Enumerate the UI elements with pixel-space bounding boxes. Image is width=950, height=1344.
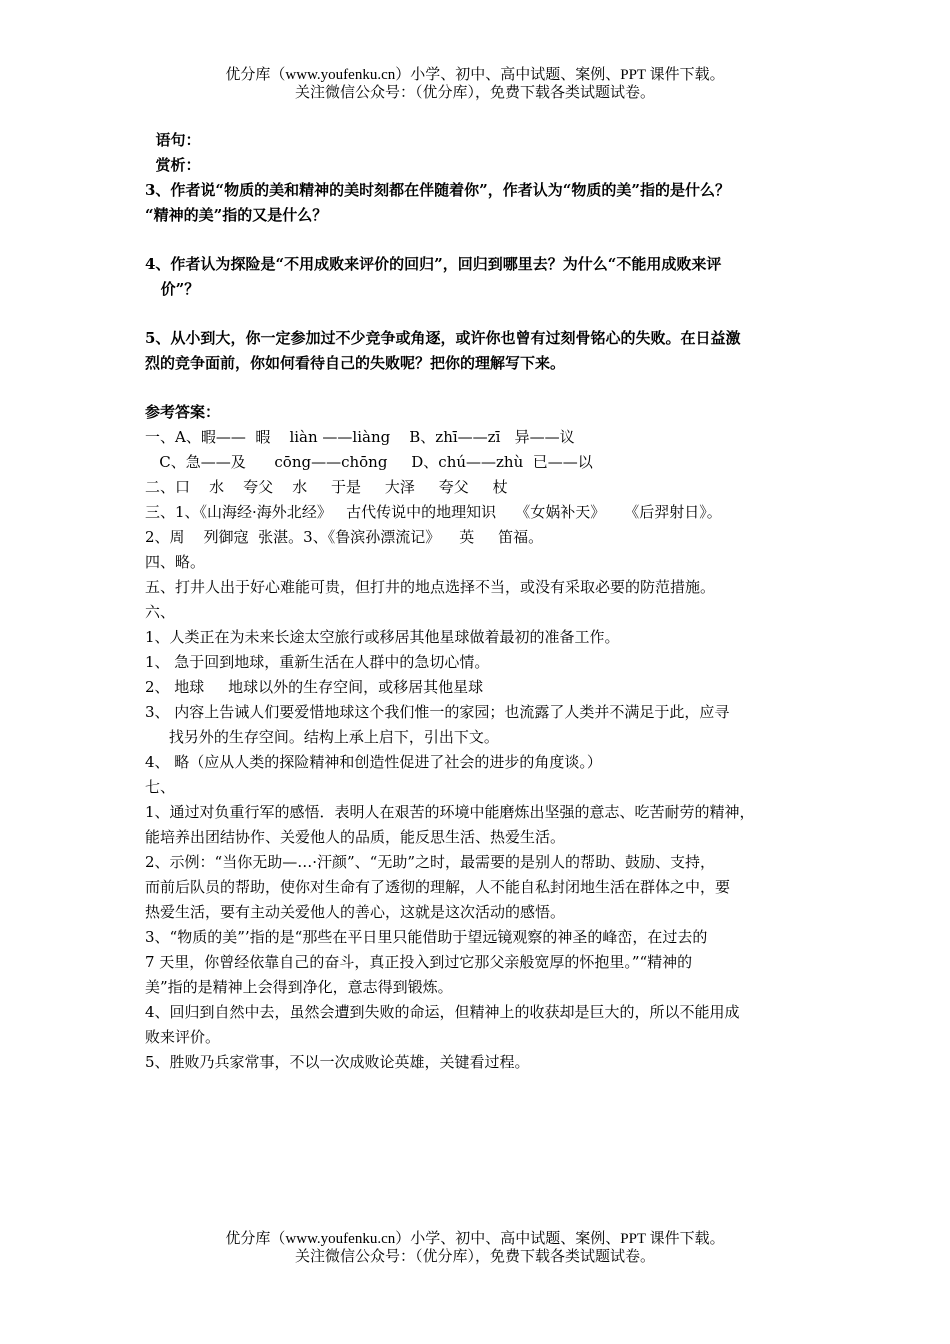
question-3-line-1: 3、作者说“物质的美和精神的美时刻都在伴随着你”，作者认为“物质的美”指的是什么？ [145, 181, 730, 199]
answer-line: 四、略。 [145, 553, 206, 571]
answer-line: 而前后队员的帮助，使你对生命有了透彻的理解，人不能自私封闭地生活在群体之中，要 [145, 878, 731, 896]
answer-line: 六、 [145, 603, 176, 621]
answer-line: 败来评价。 [145, 1028, 221, 1046]
answer-line: 能培养出团结协作、关爱他人的品质，能反思生活、热爱生活。 [145, 828, 566, 846]
answer-line: 1、人类正在为未来长途太空旅行或移居其他星球做着最初的准备工作。 [145, 628, 620, 646]
answer-line: 三、1、《山海经·海外北经》 古代传说中的地理知识 《女娲补天》 《后羿射日》。 [145, 503, 722, 521]
answer-line: 找另外的生存空间。结构上承上启下，引出下文。 [145, 728, 499, 746]
answer-line: 1、通过对负重行军的感悟．表明人在艰苦的环境中能磨炼出坚强的意志、吃苦耐劳的精神， [145, 803, 755, 821]
page-header [0, 66, 950, 102]
question-line: 语句： [145, 131, 201, 149]
footer-line-1: 优分库（www.youfenku.cn）小学、初中、高中试题、案例、PPT 课件下载。 [225, 1231, 725, 1247]
answer-line: C、急——及 cōng——chōng D、chú——zhù 已——以 [145, 453, 593, 471]
question-5-line-2: 烈的竞争面前，你如何看待自己的失败呢？把你的理解写下来。 [145, 354, 566, 372]
answer-line: 7 天里，你曾经依靠自己的奋斗，真正投入到过它那父亲般宽厚的怀抱里。”“精神的 [145, 953, 693, 971]
answer-line: 五、打井人出于好心难能可贵，但打井的地点选择不当，或没有采取必要的防范措施。 [145, 578, 716, 596]
answer-line: 七、 [145, 778, 176, 796]
question-4-line-1: 4、作者认为探险是“不用成败来评价的回归”，回归到哪里去？为什么“不能用成败来评 [145, 255, 722, 273]
answer-line: 5、胜败乃兵家常事，不以一次成败论英雄，关键看过程。 [145, 1053, 530, 1071]
answer-line: 2、周 列御寇 张湛。3、《鲁滨孙漂流记》 英 笛福。 [145, 528, 544, 546]
footer-line-2: 关注微信公众号：（优分库），免费下载各类试题试卷。 [294, 1249, 655, 1265]
document-body [145, 128, 825, 1075]
question-5-line-1: 5、从小到大，你一定参加过不少竞争或角逐，或许你也曾有过刻骨铭心的失败。在日益激 [145, 329, 741, 347]
question-line: 赏析： [145, 156, 201, 174]
answer-line: 热爱生活，要有主动关爱他人的善心，这就是这次活动的感悟。 [145, 903, 566, 921]
answer-line: 4、 略（应从人类的探险精神和创造性促进了社会的进步的角度谈。） [145, 753, 602, 771]
answer-line: 2、 地球 地球以外的生存空间，或移居其他星球 [145, 678, 484, 696]
header-line-1: 优分库（www.youfenku.cn）小学、初中、高中试题、案例、PPT 课件下载。 [225, 67, 725, 83]
answer-line: 3、“物质的美”’指的是“那些在平日里只能借助于望远镜观察的神圣的峰峦，在过去的 [145, 928, 708, 946]
answer-line: 3、 内容上告诫人们要爱惜地球这个我们惟一的家园；也流露了人类并不满足于此，应寻 [145, 703, 730, 721]
answer-line: 二、口 水 夸父 水 于是 大泽 夸父 杖 [145, 478, 508, 496]
page-footer [0, 1230, 950, 1266]
answer-line: 2、示例：“当你无助—…·汗颜”、“无助”之时，最需要的是别人的帮助、鼓励、支持， [145, 853, 715, 871]
answer-line: 美”指的是精神上会得到净化，意志得到锻炼。 [145, 978, 453, 996]
answer-line: 一、A、暇—— 暇 liàn ——liàng B、zhī——zī 异——议 [145, 428, 575, 446]
answer-line: 1、 急于回到地球，重新生活在人群中的急切心情。 [145, 653, 490, 671]
answers-heading: 参考答案： [145, 403, 221, 421]
question-4-line-2: 价”？ [145, 280, 200, 298]
question-3-line-2: “精神的美”指的又是什么？ [145, 206, 328, 224]
answer-line: 4、回归到自然中去，虽然会遭到失败的命运，但精神上的收获却是巨大的，所以不能用成 [145, 1003, 740, 1021]
header-line-2: 关注微信公众号：（优分库），免费下载各类试题试卷。 [294, 85, 655, 101]
